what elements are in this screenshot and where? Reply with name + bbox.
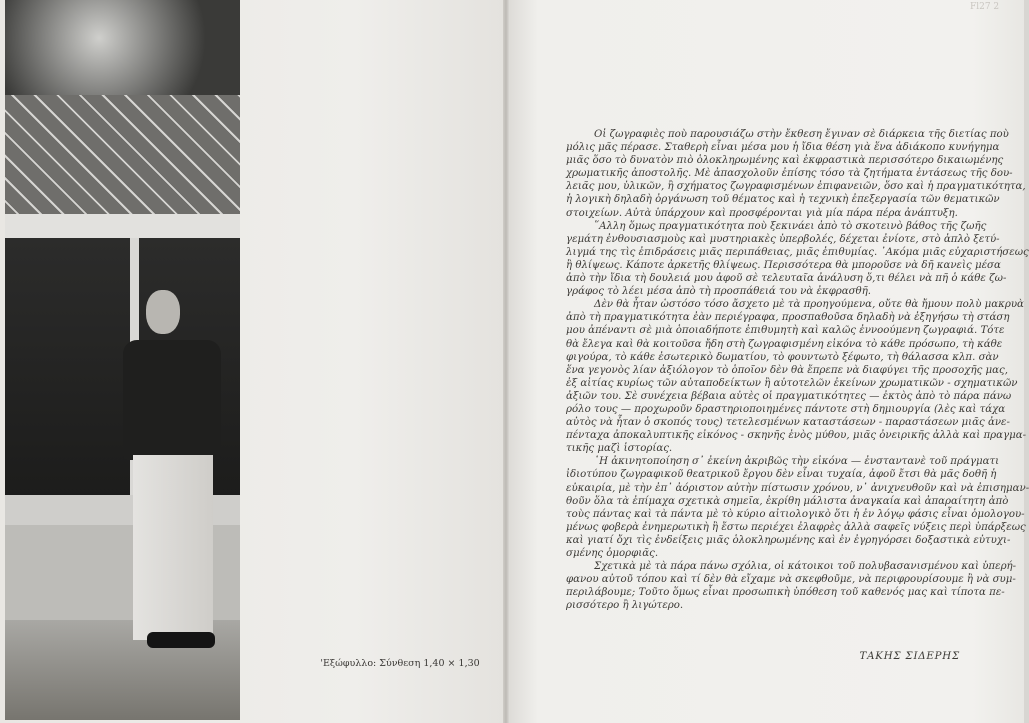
text-line: ἰδιοτύπου ζωγραφικοῦ θεατρικοῦ ἔργου δὲν εἶναι τυχαία, ἀφοῦ ἔτσι θὰ μᾶς δοθῆ ἡ (566, 469, 997, 481)
text-line: ἀξιῶν του. Σὲ συνέχεια βέβαια αὐτὲς οἱ πραγματικότητες — ἐκτὸς ἀπὸ τὸ πάρα πάνω (566, 390, 1012, 402)
text-line: καὶ γιατί ὄχι τὶς ἐνδείξεις μιᾶς ὁλοκληρωμένης καὶ ἐν ἐγρηγόρσει δοξαστικὰ εὐτυχι- (566, 534, 1011, 546)
window-frame (5, 214, 240, 238)
essay-text (566, 128, 1029, 612)
text-line: γεμάτη ἐνθουσιασμοὺς καὶ μυστηριακὲς ὑπερβολές, δέχεται ἐνίοτε, στὸ ἁπλὸ ξετύ- (566, 233, 1000, 245)
text-line: Οἱ ζωγραφιὲς ποὺ παρουσιάζω στὴν ἔκθεση ἔγιναν σὲ διάρκεια τῆς διετίας ποὺ (594, 129, 1009, 140)
paragraph (566, 128, 1026, 220)
text-line: Δὲν θὰ ἦταν ὡστόσο τόσο ἄσχετο μὲ τὰ προηγούμενα, οὔτε θὰ ἤμουν πολὺ μακρυὰ (594, 299, 1024, 311)
text-line: λιγμά της τὶς ἐπιδράσεις μιᾶς περιπάθειας, μιᾶς ἐπιθυμίας. ᾽Ακόμα μιᾶς εὐχαριστήσεως (566, 246, 1029, 258)
pencil-note: Fl27 2 (970, 2, 1000, 12)
cover-caption: 'Εξώφυλλο: Σύνθεση 1,40 × 1,30 (320, 658, 480, 669)
text-line: γράφος τὸ λέει μέσα ἀπὸ τὴ προσπάθειά του νὰ ἐκφρασθῆ. (566, 286, 872, 298)
text-line: μένως φοβερὰ ἐνημερωτικὴ ἢ ἔστω περιέχει ἐλαφρὲς ἀλλὰ σαφεῖς νύξεις περὶ ὑπάρξεως (566, 521, 1026, 533)
text-line: Σχετικὰ μὲ τὰ πάρα πάνω σχόλια, οἱ κάτοικοι τοῦ πολυβασανισμένου καὶ ὑπερή- (594, 561, 1017, 573)
text-line: πένταχα ἀποκαλυπτικῆς εἰκόνος - σκηνῆς ἑνὸς μύθου, μιᾶς ὀνειρικῆς ἀλλὰ καὶ πραγμα- (566, 430, 1027, 442)
text-line: ἡ λογικὴ δηλαδὴ ὀργάνωση τοῦ θέματος καὶ ἡ τεχνικὴ ἐπεξεργασία τῶν θεματικῶν (566, 194, 1000, 206)
text-line: φιγούρα, τὸ κάθε ἐσωτερικὸ δωματίου, τὸ φουντωτὸ ξέφωτο, τὴ θάλασσα κλπ. σὰν (566, 351, 999, 363)
text-line: μιᾶς ὅσο τὸ δυνατὸν πιὸ ὁλοκληρωμένης καὶ ἐκφραστικὰ περισσότερο δικαιωμένης (566, 155, 1004, 167)
paragraph (566, 455, 1029, 560)
text-line: θοῦν ὅλα τὰ ἐπίμαχα σχετικὰ σημεῖα, ἐκρίθη μάλιστα ἀναγκαία καὶ ἀπαραίτητη ἀπὸ (566, 495, 1009, 507)
paragraph (566, 560, 1017, 612)
man-shoes (147, 632, 215, 648)
man-trousers (133, 455, 213, 640)
text-line: μόλις μᾶς πέρασε. Σταθερὴ εἶναι μέσα μου ἡ ἴδια θέση γιὰ ἕνα ἀδιάκοπο κυνήγημα (566, 142, 1000, 154)
text-line: στοιχείων. Αὐτὰ ὑπάρχουν καὶ προσφέρονται γιὰ μία πάρα πέρα ἀνάπτυξη. (566, 207, 958, 219)
text-line: μου ἀπέναντι σὲ μιὰ ὁποιαδήποτε ἐπιθυμητὴ καὶ καλῶς ἐννοούμενη ζωγραφιά. Τότε (566, 325, 1005, 337)
artist-photograph (5, 0, 240, 720)
paragraph (566, 220, 1029, 299)
text-line: περιλάβουμε; Τοῦτο ὅμως εἶναι προσωπικὴ ὑπόθεση τοῦ καθενός μας καὶ τίποτα πε- (566, 587, 1005, 599)
text-line: ρόλο τους — προχωροῦν δραστηριοποιημένες πάντοτε στὴ δημιουργία (λὲς καὶ τάχα (566, 403, 1006, 415)
man-shirt (123, 340, 221, 460)
text-line: ῞Αλλη ὅμως πραγματικότητα ποὺ ξεκινάει ἀπὸ τὸ σκοτεινὸ βάθος τῆς ζωῆς (594, 220, 987, 232)
text-line: ἀπὸ τὴ πραγματικότητα ἐὰν περιέγραφα, προσπαθοῦσα δηλαδὴ νὰ ἐξηγήσω τὴ στάση (566, 312, 1010, 324)
book-spine (503, 0, 509, 723)
text-line: σμένης ὀμορφιᾶς. (566, 548, 659, 559)
text-line: αὐτὸς νὰ ἦταν ὁ σκοπός τους) τετελεσμένων καταστάσεων - παραστάσεων μιᾶς ἀνε- (566, 417, 1010, 429)
author-signature: ΤΑΚΗΣ ΣΙΔΕΡΗΣ (859, 651, 960, 662)
text-line: χρωματικῆς ἀποστολῆς. Μὲ ἀπασχολοῦν ἐπίσης τόσο τὰ ζητήματα ἐντάσεως τῆς δου- (566, 168, 1013, 180)
text-line: θὰ ἔλεγα καὶ θὰ κοιτοῦσα ἤδη στὴ ζωγραφισμένη εἰκόνα τὸ κάθε πρόσωπο, τὴ κάθε (566, 338, 1003, 350)
paragraph (566, 298, 1027, 455)
text-line: ἕνα γεγονὸς λίαν ἀξιόλογον τὸ ὁποῖον δὲν θὰ ἔπρεπε νὰ διαφύγει τῆς προσοχῆς μας, (566, 364, 1008, 376)
text-line: λειᾶς μου, ὑλικῶν, ἢ σχήματος ζωγραφισμένων ἐπιφανειῶν, ὅσο καὶ ἡ πραγματικότητα, (566, 181, 1026, 193)
text-line: ἢ θλίψεως. Κάποτε ἀρκετῆς θλίψεως. Περισσότερα θὰ μποροῦσε νὰ δῆ κανεὶς μέσα (566, 259, 1001, 271)
text-line: τικῆς μαζὶ ἱστορίας. (566, 443, 673, 455)
tree-foliage (5, 0, 240, 95)
text-line: ἀπὸ τὴν ἴδια τὴ δουλειά μου ἀφοῦ σὲ τελευταῖα ἀνάλυση ὅ,τι θέλει νὰ πῆ ὁ κάθε ζω- (566, 273, 1007, 285)
text-line: τοὺς πάντας καὶ τὰ πάντα μὲ τὸ κύριο αἰτιολογικὸ ὅτι ἡ ἐν λόγῳ φάσις εἶναι ὁμολογου- (566, 508, 1025, 520)
text-line: ῾Η ἀκινητοποίηση σ᾽ ἐκείνη ἀκριβῶς τὴν εἰκόνα — ἐνσταντανὲ τοῦ πράγματι (594, 456, 1000, 468)
text-line: φανου αὐτοῦ τόπου καὶ τί δὲν θὰ εἴχαμε νὰ σκεφθοῦμε, νὰ περιφρουρίσουμε ἢ νὰ συμ- (566, 574, 1016, 586)
man-head (146, 290, 180, 334)
text-line: εὐκαιρία, μὲ τὴν ἐπ᾽ ἀόριστον αὐτὴν πίστωσιν χρόνου, ν᾽ ἀνιχνευθοῦν καὶ νὰ ἐπισημαν- (566, 482, 1029, 494)
text-line: ρισσότερο ἢ λιγώτερο. (566, 600, 684, 612)
text-line: ἐξ αἰτίας κυρίως τῶν αὐταποδείκτων ἢ αὐτοτελῶν ἐκείνων χρωματικῶν - σχηματικῶν (566, 377, 1018, 389)
